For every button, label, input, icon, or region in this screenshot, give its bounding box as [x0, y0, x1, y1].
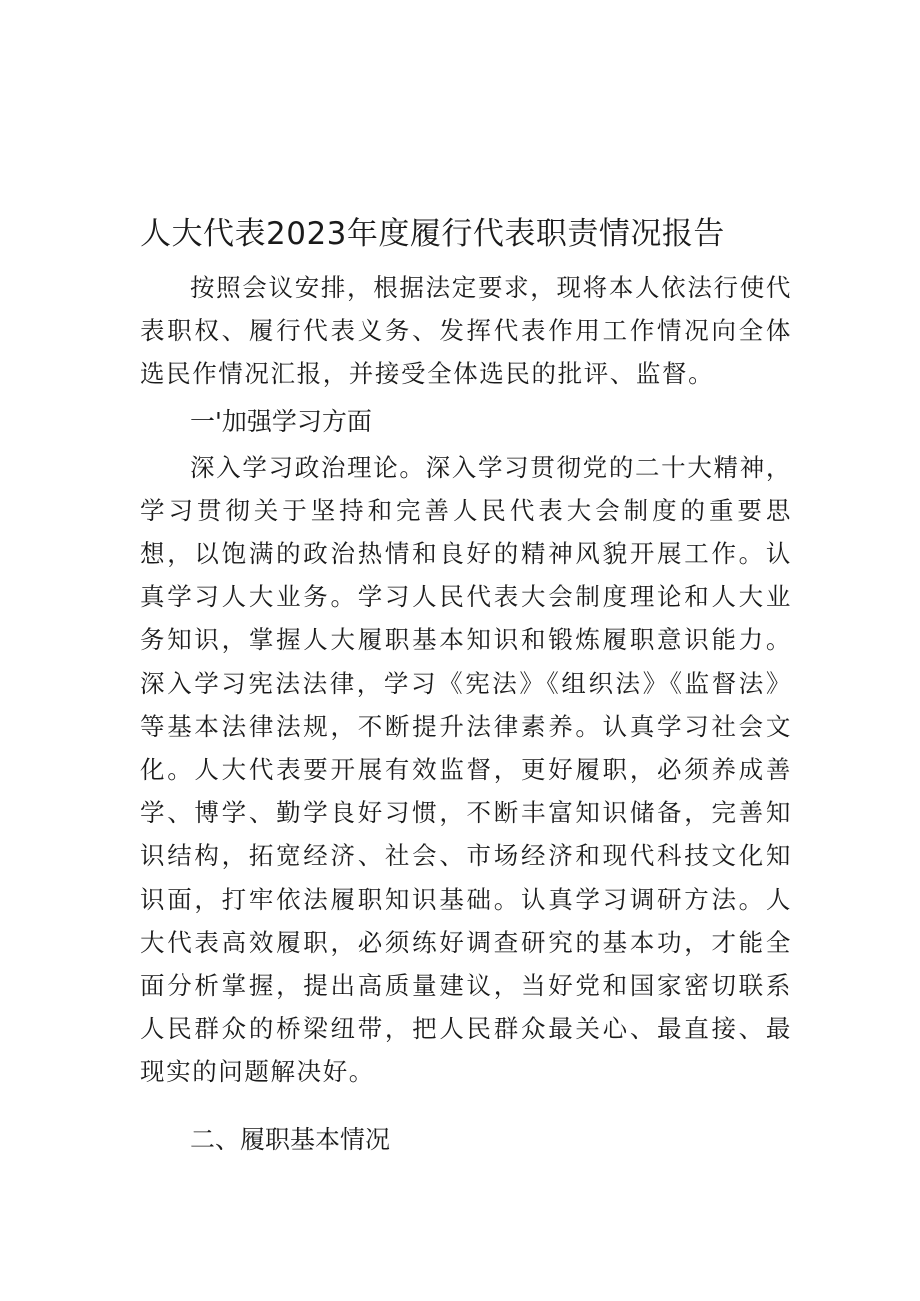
document-title: 人大代表2023年度履行代表职责情况报告 [140, 216, 725, 252]
document-page [140, 212, 792, 1164]
section-2-heading: 二、履职基本情况 [190, 1124, 391, 1154]
intro-paragraph: 按照会议安排，根据法定要求，现将本人依法行使代表职权、履行代表义务、发挥代表作用工作情况向全体选民作情况汇报，并接受全体选民的批评、监督。 [140, 273, 792, 389]
section-1-heading: 一'加强学习方面 [190, 406, 372, 436]
section-1-body: 深入学习政治理论。深入学习贯彻党的二十大精神，学习贯彻关于坚持和完善人民代表大会制度的重要思想，以饱满的政治热情和良好的精神风貌开展工作。认真学习人大业务。学习人民代表大会制度理论和人大业务知识，掌握人大履职基本知识和锻炼履职意识能力。深入学习宪法法律，学习《宪法》《组织法》《监督法》等基本法律法规，不断提升法律素养。认真学习社会文化。人大代表要开展有效监督，更好履职，必须养成善学、博学、勤学良好习惯，不断丰富知识储备，完善知识结构，拓宽经济、社会、市场经济和现代科技文化知识面，打牢依法履职知识基础。认真学习调研方法。人大代表高效履职，必须练好调查研究的基本功，才能全面分析掌握，提出高质量建议，当好党和国家密切联系人民群众的桥梁纽带，把人民群众最关心、最直接、最现实的问题解决好。 [140, 452, 792, 1087]
